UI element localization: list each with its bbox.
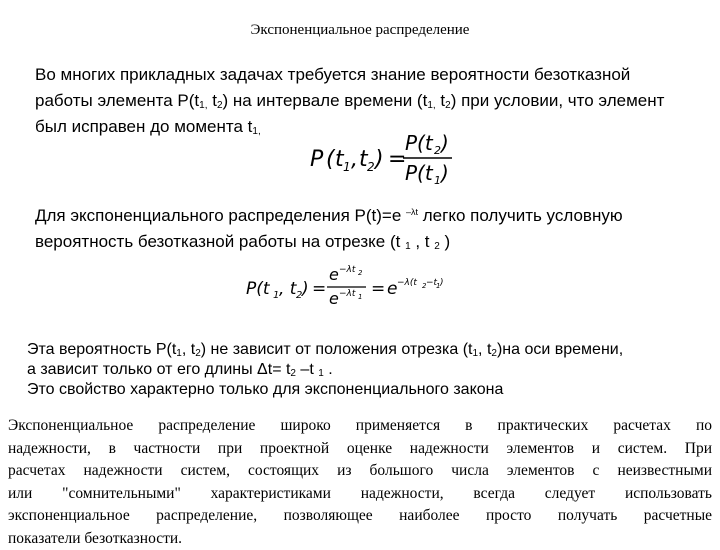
- formula1-denominator: P(t: [405, 161, 434, 185]
- formula2-denominator: e: [329, 289, 339, 308]
- svg-text:): ): [300, 279, 309, 299]
- independence-paragraph: [27, 340, 707, 400]
- svg-text:2: 2: [367, 160, 375, 174]
- application-paragraph: [8, 415, 712, 550]
- svg-text:1: 1: [358, 293, 362, 301]
- independence-line-1: Эта вероятность $P(t_1$, $t_2$) не зависит от положения отрезка ($t_1$, $t_2)на$ оси времени,: [27, 340, 707, 360]
- application-line-1: Экспоненциальное распределение широко применяется в практических расчетах по: [8, 415, 712, 438]
- svg-text:−t: −t: [426, 278, 438, 288]
- svg-text:): ): [439, 278, 444, 288]
- conditional-probability-formula: [310, 128, 460, 193]
- svg-text:P(t: P(t: [246, 279, 271, 299]
- svg-text:1: 1: [436, 282, 440, 290]
- formula1-equals: =: [388, 147, 406, 172]
- svg-text:−λt: −λt: [339, 289, 356, 299]
- svg-text:−λt: −λt: [339, 265, 356, 275]
- svg-text:2: 2: [358, 269, 363, 277]
- exponential-paragraph: [35, 203, 695, 255]
- application-line-3: расчетах надежности систем, состоящих из большого числа элементов с неизвестными: [8, 460, 712, 483]
- svg-text:t: t: [359, 147, 369, 172]
- intro-line-1: Во многих прикладных задачах требуется знание вероятности безотказной: [35, 62, 705, 88]
- exponential-formula: [246, 262, 446, 317]
- application-line-2: надежности, в частности при проектной оценке надежности элементов и систем. При: [8, 438, 712, 461]
- formula2-numerator: e: [329, 265, 339, 284]
- svg-text:=: =: [312, 279, 326, 299]
- slide-title: Экспоненциальное распределение: [0, 22, 720, 39]
- intro-line-3: был исправен до момента $t_{1,}$: [35, 114, 705, 140]
- independence-line-3: Это свойство характерно только для экспоненциального закона: [27, 380, 707, 400]
- svg-text:2: 2: [434, 144, 441, 157]
- exp-line-2: вероятность безотказной работы на отрезке (t $_1$ , t $_2$ ): [35, 229, 695, 255]
- intro-line-2: работы элемента $P(t_{1,}$ $t_2$) на интервале времени ($t_{1,}$ $t_2$) при условии, что элемент: [35, 88, 705, 114]
- formula1-lhs-open: (: [326, 147, 336, 172]
- svg-text:=: =: [371, 279, 385, 299]
- svg-text:2: 2: [296, 290, 302, 301]
- svg-text:): ): [439, 131, 449, 155]
- svg-text:): ): [439, 161, 449, 185]
- application-line-4: или "сомнительными" характеристиками надежности, всегда следует использовать: [8, 483, 712, 506]
- svg-text:−λ(t: −λ(t: [397, 278, 417, 288]
- svg-text:,: ,: [351, 147, 358, 172]
- formula1-numerator: P(t: [405, 131, 434, 155]
- application-line-6: показатели безотказности.: [8, 528, 712, 550]
- svg-text:t: t: [335, 147, 345, 172]
- application-line-5: экспоненциальное распределение, позволяющее наиболее просто получать расчетные: [8, 505, 712, 528]
- svg-text:2: 2: [422, 282, 427, 290]
- svg-text:1: 1: [434, 174, 441, 187]
- svg-text:1: 1: [343, 160, 351, 174]
- svg-text:): ): [373, 147, 384, 172]
- svg-text:1: 1: [273, 290, 279, 301]
- formula2-result: e: [387, 279, 397, 299]
- exp-line-1: Для экспоненциального распределения P(t)=e $^{-\lambda t}$ легко получить условную: [35, 203, 695, 229]
- independence-line-2: а зависит только от его длины $\Delta t= t_2$ –t $_1$ .: [27, 360, 707, 380]
- svg-text:, t: , t: [279, 279, 298, 299]
- formula1-lhs-P: P: [310, 147, 324, 172]
